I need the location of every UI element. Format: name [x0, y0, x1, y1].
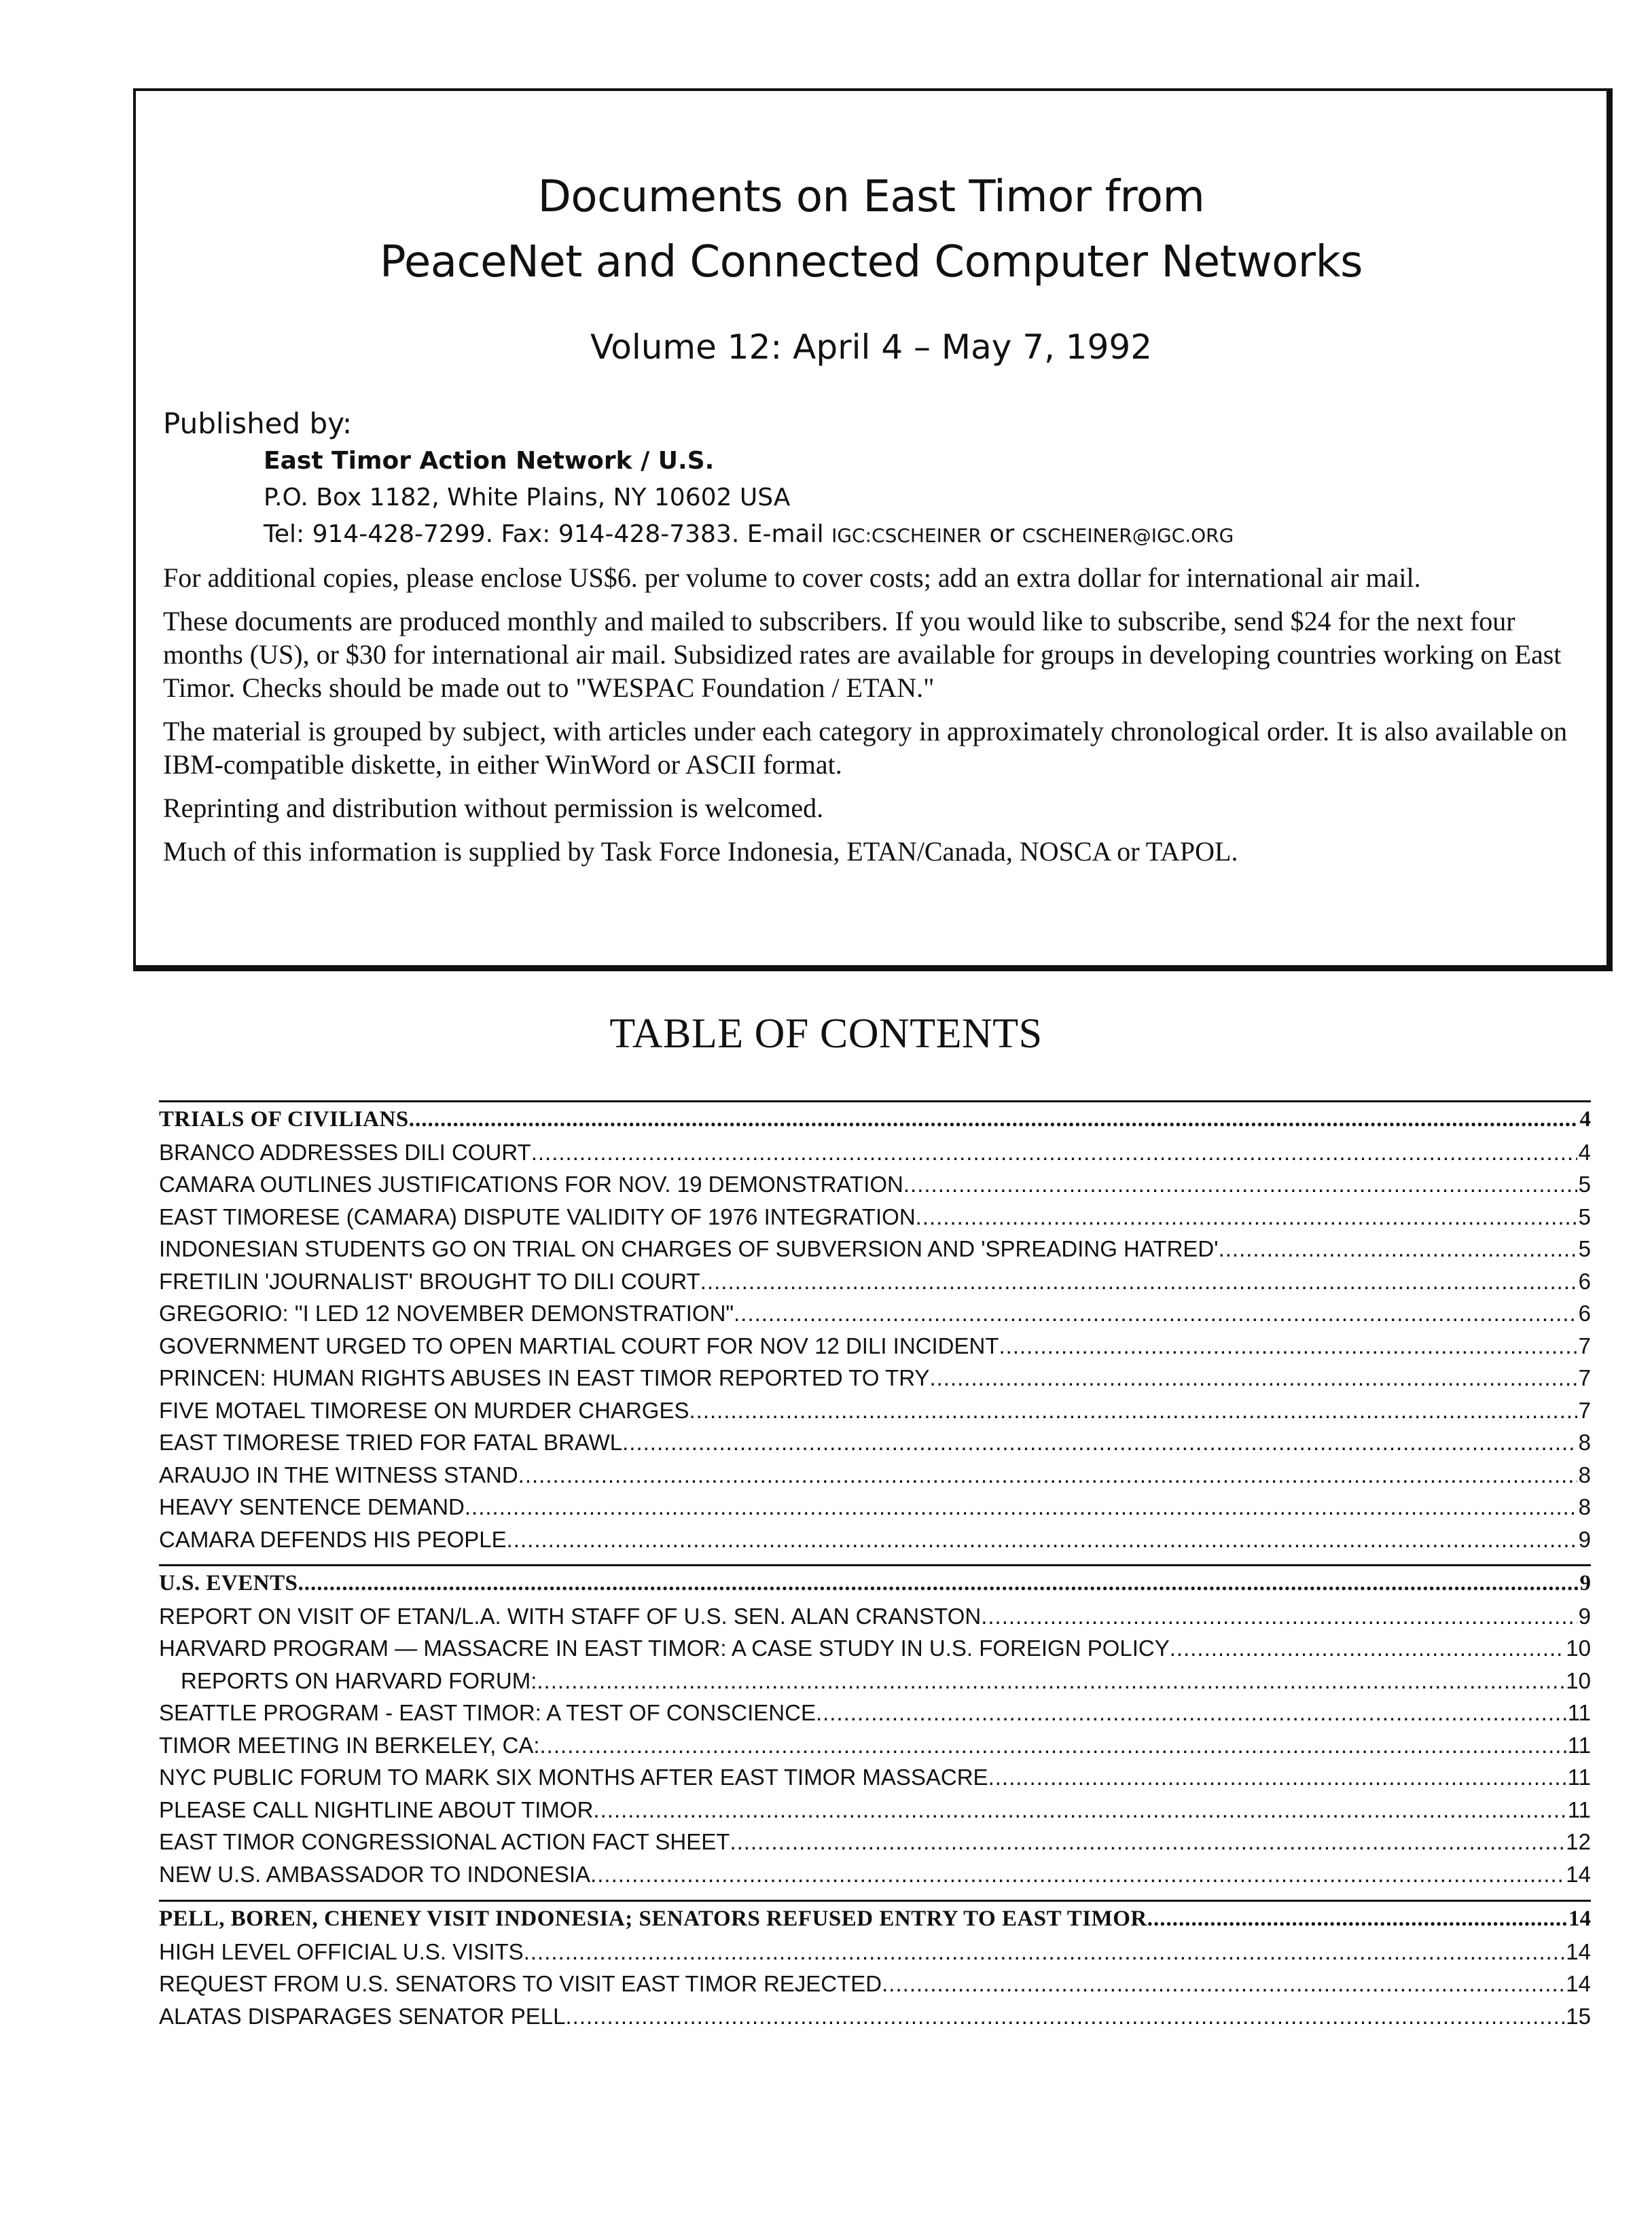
publisher-contact: [264, 516, 1234, 554]
toc-entry-title: INDONESIAN STUDENTS GO ON TRIAL ON CHARGES OF SUBVERSION AND 'SPREADING HATRED': [159, 1236, 1219, 1261]
toc-dot-leader: [981, 1600, 1577, 1633]
table-of-contents: [159, 1100, 1591, 2032]
toc-dot-leader: [507, 1523, 1577, 1556]
toc-entry[interactable]: [159, 1826, 1591, 1858]
toc-entry-page: 10: [1566, 1636, 1591, 1661]
toc-entry-page: 11: [1567, 1765, 1591, 1790]
info-paragraph: These documents are produced monthly and mailed to subscribers. If you would like to subscribe, send $24 for the next four months (US), or $30 for international air mail. Subsidized rates are available for groups in developing countries working on East Timor. Checks should be made out to "WESPAC Foundation / ETAN.": [163, 606, 1562, 703]
toc-dot-leader: [593, 1794, 1566, 1826]
toc-entry-title: BRANCO ADDRESSES DILI COURT: [159, 1139, 531, 1165]
toc-dot-leader: [540, 1729, 1566, 1762]
toc-entry-title: HARVARD PROGRAM — MASSACRE IN EAST TIMOR: A CASE STUDY IN U.S. FOREIGN POLICY: [159, 1636, 1170, 1661]
toc-entry[interactable]: [159, 1794, 1591, 1826]
toc-entry[interactable]: [159, 1491, 1591, 1523]
info-paragraph: For additional copies, please enclose US$6. per volume to cover costs; add an extra dollar for international air mail.: [163, 562, 1421, 593]
toc-entry[interactable]: [159, 1459, 1591, 1492]
toc-entry-title: HEAVY SENTENCE DEMAND: [159, 1494, 465, 1519]
toc-dot-leader: [700, 1265, 1577, 1298]
toc-entry-page: 4: [1578, 1139, 1591, 1165]
publisher-block: [264, 443, 1234, 554]
toc-section-heading[interactable]: [159, 1104, 1591, 1136]
toc-entry-page: 14: [1566, 1861, 1591, 1887]
toc-entry-title: CAMARA OUTLINES JUSTIFICATIONS FOR NOV. 19 DEMONSTRATION: [159, 1172, 903, 1197]
toc-entry[interactable]: [159, 1362, 1591, 1394]
toc-entry-page: 7: [1578, 1333, 1591, 1358]
toc-entry[interactable]: [159, 1136, 1591, 1169]
toc-dot-leader: [1170, 1632, 1565, 1665]
toc-entry-title: HIGH LEVEL OFFICIAL U.S. VISITS: [159, 1938, 524, 1964]
toc-dot-leader: [730, 1826, 1564, 1858]
toc-entry[interactable]: [159, 1936, 1591, 1968]
toc-dot-leader: [465, 1491, 1577, 1523]
info-paragraphs: [163, 561, 1590, 878]
toc-dot-leader: [689, 1394, 1577, 1427]
toc-entry[interactable]: [159, 1858, 1591, 1891]
toc-entry-page: 8: [1578, 1462, 1591, 1487]
toc-entry-title: NYC PUBLIC FORUM TO MARK SIX MONTHS AFTER EAST TIMOR MASSACRE: [159, 1765, 988, 1790]
toc-entry-title: PLEASE CALL NIGHTLINE ABOUT TIMOR: [159, 1796, 594, 1822]
toc-section-heading[interactable]: [159, 1903, 1591, 1936]
email-or: or: [982, 520, 1022, 548]
toc-entry[interactable]: [159, 1201, 1591, 1233]
toc-entry-page: 7: [1578, 1397, 1591, 1423]
toc-dot-leader: [1219, 1233, 1577, 1265]
toc-dot-leader: [903, 1168, 1577, 1201]
toc-entry-title: TIMOR MEETING IN BERKELEY, CA:: [159, 1732, 540, 1758]
document-title: [136, 164, 1606, 295]
toc-dot-leader: [1147, 1903, 1567, 1936]
toc-entry-title: REQUEST FROM U.S. SENATORS TO VISIT EAST TIMOR REJECTED: [159, 1971, 882, 1996]
toc-entry-title: ARAUJO IN THE WITNESS STAND: [159, 1462, 518, 1487]
toc-section: [159, 1900, 1591, 2032]
toc-entry-title: NEW U.S. AMBASSADOR TO INDONESIA: [159, 1861, 591, 1887]
contact-phone-fax: Tel: 914-428-7299. Fax: 914-428-7383. E-mail: [264, 520, 832, 548]
toc-entry-title: EAST TIMOR CONGRESSIONAL ACTION FACT SHEET: [159, 1829, 730, 1854]
title-line-2: PeaceNet and Connected Computer Networks: [380, 237, 1363, 287]
toc-dot-leader: [409, 1104, 1579, 1136]
toc-entry[interactable]: [159, 1665, 1591, 1697]
toc-entry-page: 9: [1578, 1603, 1591, 1629]
toc-entry[interactable]: [159, 1523, 1591, 1556]
toc-entry-page: 12: [1566, 1829, 1591, 1854]
toc-section: [159, 1100, 1591, 1555]
toc-entry-title: PELL, BOREN, CHENEY VISIT INDONESIA; SENATORS REFUSED ENTRY TO EAST TIMOR: [159, 1907, 1147, 1931]
toc-entry[interactable]: [159, 1297, 1591, 1330]
toc-entry-title: GOVERNMENT URGED TO OPEN MARTIAL COURT FOR NOV 12 DILI INCIDENT: [159, 1333, 999, 1358]
info-paragraph: Reprinting and distribution without permission is welcomed.: [163, 793, 824, 823]
publisher-name: East Timor Action Network / U.S.: [264, 447, 715, 475]
toc-entry[interactable]: [159, 1600, 1591, 1633]
toc-entry[interactable]: [159, 1697, 1591, 1729]
toc-entry-title: EAST TIMORESE TRIED FOR FATAL BRAWL: [159, 1430, 623, 1455]
toc-entry-page: 8: [1578, 1494, 1591, 1519]
title-line-1: Documents on East Timor from: [537, 172, 1205, 222]
toc-entry[interactable]: [159, 1729, 1591, 1762]
toc-entry-page: 8: [1578, 1430, 1591, 1455]
toc-dot-leader: [999, 1330, 1577, 1362]
toc-entry-page: 5: [1578, 1236, 1591, 1261]
toc-dot-leader: [988, 1761, 1566, 1794]
toc-entry-page: 9: [1579, 1571, 1591, 1595]
toc-entry-page: 14: [1566, 1971, 1591, 1996]
toc-section-heading[interactable]: [159, 1568, 1591, 1600]
toc-dot-leader: [537, 1665, 1564, 1697]
toc-entry[interactable]: [159, 1168, 1591, 1201]
toc-entry[interactable]: [159, 1394, 1591, 1427]
toc-dot-leader: [531, 1136, 1577, 1169]
toc-entry[interactable]: [159, 1233, 1591, 1265]
toc-entry-page: 9: [1578, 1526, 1591, 1552]
toc-title: TABLE OF CONTENTS: [609, 1011, 1043, 1057]
email-internet: CSCHEINER@IGC.ORG: [1022, 524, 1234, 547]
toc-dot-leader: [298, 1568, 1578, 1600]
toc-entry-title: PRINCEN: HUMAN RIGHTS ABUSES IN EAST TIMOR REPORTED TO TRY: [159, 1365, 930, 1390]
toc-entry-page: 11: [1567, 1796, 1591, 1822]
toc-entry-title: FRETILIN 'JOURNALIST' BROUGHT TO DILI COURT: [159, 1268, 700, 1294]
toc-entry[interactable]: [159, 2000, 1591, 2033]
toc-dot-leader: [816, 1697, 1566, 1729]
info-paragraph: The material is grouped by subject, with articles under each category in approximately chronological order. It is also available on IBM-compatible diskette, in either WinWord or ASCII format.: [163, 716, 1568, 780]
toc-entry-title: EAST TIMORESE (CAMARA) DISPUTE VALIDITY OF 1976 INTEGRATION: [159, 1204, 916, 1229]
toc-entry-page: 14: [1568, 1907, 1591, 1931]
toc-entry-page: 7: [1578, 1365, 1591, 1390]
toc-entry[interactable]: [159, 1330, 1591, 1362]
toc-entry[interactable]: [159, 1265, 1591, 1298]
toc-entry-title: CAMARA DEFENDS HIS PEOPLE: [159, 1526, 507, 1552]
toc-entry-page: 5: [1578, 1172, 1591, 1197]
toc-dot-leader: [565, 2000, 1564, 2033]
toc-dot-leader: [524, 1936, 1565, 1968]
toc-entry[interactable]: [159, 1761, 1591, 1794]
toc-entry[interactable]: [159, 1968, 1591, 2000]
toc-entry[interactable]: [159, 1426, 1591, 1459]
toc-entry[interactable]: [159, 1632, 1591, 1665]
toc-dot-leader: [734, 1297, 1577, 1330]
toc-entry-title: U.S. EVENTS: [159, 1571, 298, 1595]
toc-entry-page: 11: [1567, 1700, 1591, 1725]
published-by-label: Published by:: [163, 407, 353, 440]
toc-entry-page: 5: [1578, 1204, 1591, 1229]
toc-dot-leader: [622, 1426, 1577, 1459]
toc-entry-page: 10: [1566, 1667, 1591, 1693]
toc-dot-leader: [916, 1201, 1577, 1233]
toc-entry-title: SEATTLE PROGRAM - EAST TIMOR: A TEST OF CONSCIENCE: [159, 1700, 816, 1725]
toc-dot-leader: [929, 1362, 1577, 1394]
header-box: [133, 88, 1613, 971]
toc-entry-title: REPORT ON VISIT OF ETAN/L.A. WITH STAFF OF U.S. SEN. ALAN CRANSTON: [159, 1603, 982, 1629]
toc-dot-leader: [518, 1459, 1577, 1492]
info-paragraph: Much of this information is supplied by Task Force Indonesia, ETAN/Canada, NOSCA or TAPOL.: [163, 836, 1238, 867]
email-igc: IGC:CSCHEINER: [831, 524, 982, 547]
toc-entry-page: 14: [1566, 1938, 1591, 1964]
toc-entry-page: 11: [1567, 1732, 1591, 1758]
toc-entry-page: 15: [1566, 2003, 1591, 2029]
toc-dot-leader: [882, 1968, 1564, 2000]
publisher-address: P.O. Box 1182, White Plains, NY 10602 USA: [264, 484, 791, 511]
toc-entry-title: TRIALS OF CIVILIANS: [159, 1107, 409, 1132]
toc-section: [159, 1564, 1591, 1890]
toc-entry-page: 4: [1579, 1107, 1591, 1132]
toc-entry-page: 6: [1578, 1268, 1591, 1294]
volume-line: Volume 12: April 4 – May 7, 1992: [590, 327, 1153, 367]
toc-entry-title: REPORTS ON HARVARD FORUM:: [181, 1667, 537, 1693]
toc-entry-title: GREGORIO: "I LED 12 NOVEMBER DEMONSTRATION": [159, 1301, 734, 1326]
toc-entry-title: ALATAS DISPARAGES SENATOR PELL: [159, 2003, 566, 2029]
toc-entry-title: FIVE MOTAEL TIMORESE ON MURDER CHARGES: [159, 1397, 689, 1423]
toc-dot-leader: [590, 1858, 1564, 1891]
toc-entry-page: 6: [1578, 1301, 1591, 1326]
